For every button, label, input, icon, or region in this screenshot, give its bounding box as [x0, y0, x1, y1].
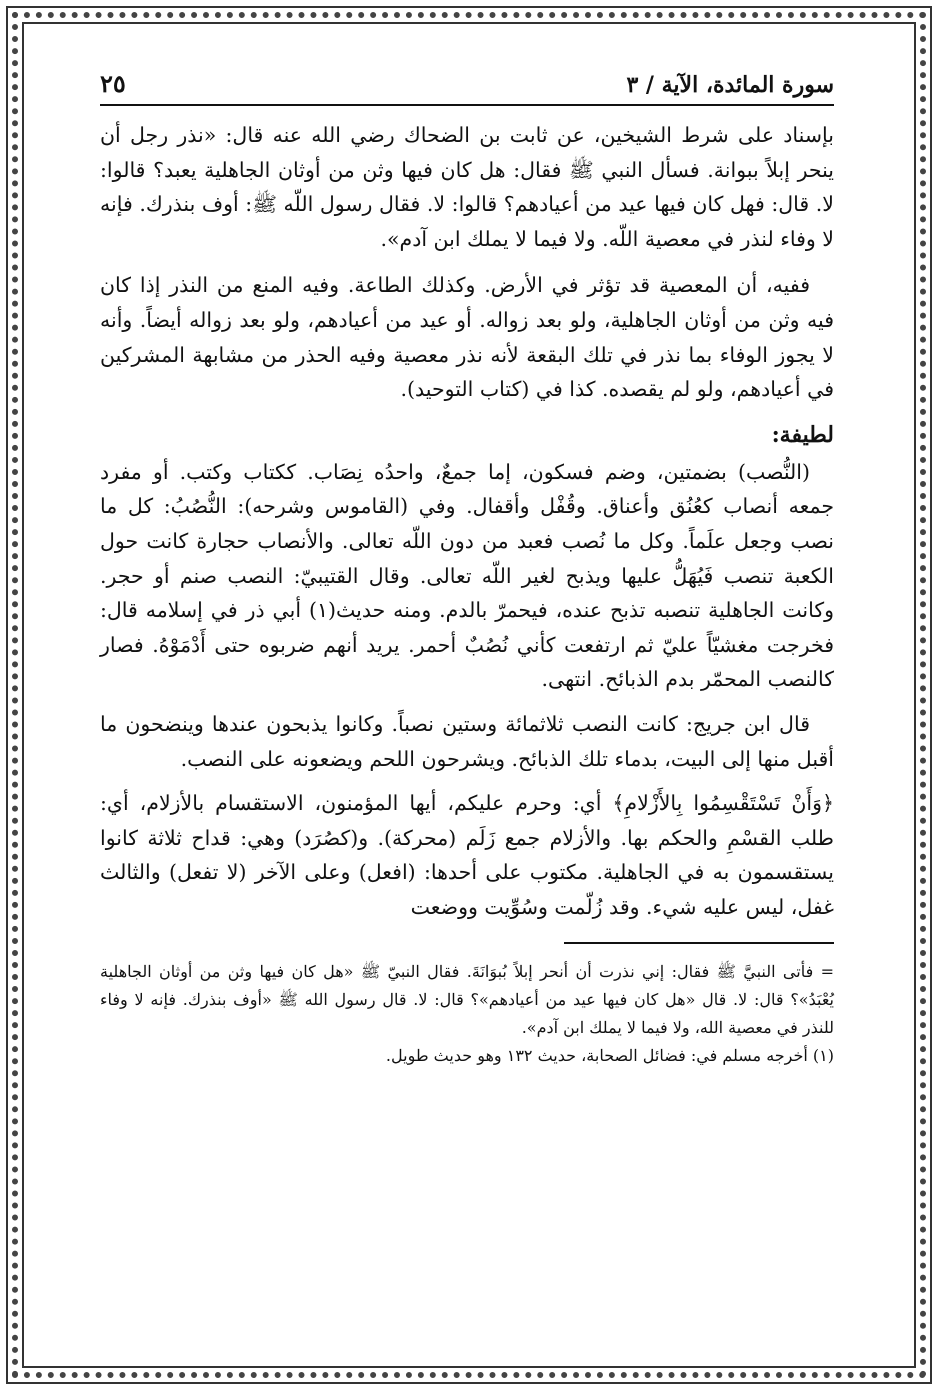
paragraph-commentary: ففيه، أن المعصية قد تؤثر في الأرض. وكذلك الطاعة. وفيه المنع من النذر إذا كان فيه وثن من أوثان الجاهلية، ولو بعد زواله. أو عيد من أعيادهم، ولو بعد زواله أيضاً. وأنه لا يجوز الوفاء بما نذر في تلك البقعة لأنه نذر معصية وفيه الحذر من مشابهة المشركين في أعيادهم، ولو لم يقصده. كذا في (كتاب التوحيد). [100, 273, 834, 402]
running-header [100, 62, 834, 106]
paragraph-nusub: (النُّصب) بضمتين، وضم فسكون، إما جمعٌ، واحدُه نِصَاب. ككتاب وكتب. أو مفرد جمعه أنصاب كعُنُق وأعناق. وقُفْل وأقفال. وفي (القاموس وشرحه): النُّصُبُ: كل ما نصب وجعل علَماً. وكل ما نُصب فعبد من دون اللّه تعالى. والأنصاب حجارة كانت حول الكعبة تنصب فَيُهَلُّ عليها ويذبح لغير اللّه تعالى. وقال القتيبيّ: النصب صنم أو حجر. وكانت الجاهلية تنصبه تذبح عنده، فيحمرّ بالدم. ومنه حديث(١) أبي ذر في إسلامه قال: فخرجت مغشيّاً عليّ ثم ارتفعت كأني نُصُبٌ أحمر. يريد أنهم ضربوه حتى أَدْمَوْهُ. فصار كالنصب المحمّر بدم الذبائح. انتهى. [100, 459, 834, 692]
paragraph-ibn-jurayj: قال ابن جريج: كانت النصب ثلاثمائة وستين نصباً. وكانوا يذبحون عندها وينضحون ما أقبل منها إلى البيت، بدماء تلك الذبائح. ويشرحون اللحم ويضعونه على النصب. [100, 711, 834, 771]
paragraph-hadith: بإسناد على شرط الشيخين، عن ثابت بن الضحاك رضي الله عنه قال: «نذر رجل أن ينحر إبلاً ببوانة. فسأل النبي ﷺ فقال: هل كان فيها وثن من أوثان الجاهلية يعبد؟ قالوا: لا. قال: فهل كان فيها عيد من أعيادهم؟ قالوا: لا. فقال رسول اللّه ﷺ: أوف بنذرك. فإنه لا وفاء لنذر في معصية اللّه. ولا فيما لا يملك ابن آدم». [100, 123, 834, 251]
footnote-separator-wrap [100, 942, 834, 944]
page-content [100, 62, 834, 1322]
header-title: سورة المائدة، الآية / ٣ [626, 72, 834, 98]
section-heading: لطيفة: [771, 421, 834, 448]
footnotes [100, 958, 834, 1070]
footnote-1: (١) أخرجه مسلم في: فضائل الصحابة، حديث ١٣٢ وهو حديث طويل. [385, 1046, 834, 1066]
footnote-continued: = فأتى النبيَّ ﷺ فقال: إني نذرت أن أنحر إبلاً بُبوَانَةَ. فقال النبيّ ﷺ «هل كان فيها وثن من أوثان الجاهلية يُعْبَدُ»؟ قال: لا. قال «هل كان فيها عيد من أعيادهم»؟ قال: لا. قال رسول الله ﷺ «أوف بنذرك. فإنه لا وفاء للنذر في معصية الله، ولا فيما لا يملك ابن آدم». [100, 962, 834, 1038]
paragraph-azlam: ﴿وَأَنْ تَسْتَقْسِمُوا بِالأَزْلامِ﴾ أي: وحرم عليكم، أيها المؤمنون، الاستقسام بالأزلام، أي: طلب القسْمِ والحكم بها. والأزلام جمع زَلَم (محركة). و(كصُرَد) وهي: قداح ثلاثة كانوا يستقسمون به في الجاهلية. مكتوب على أحدها: (افعل) وعلى الآخر (لا تفعل) والثالث غفل، ليس عليه شيء. وقد زُلّمت وسُوِّيت ووضعت [100, 791, 834, 919]
page-number: ٢٥ [100, 69, 126, 98]
footnote-separator [564, 942, 834, 944]
